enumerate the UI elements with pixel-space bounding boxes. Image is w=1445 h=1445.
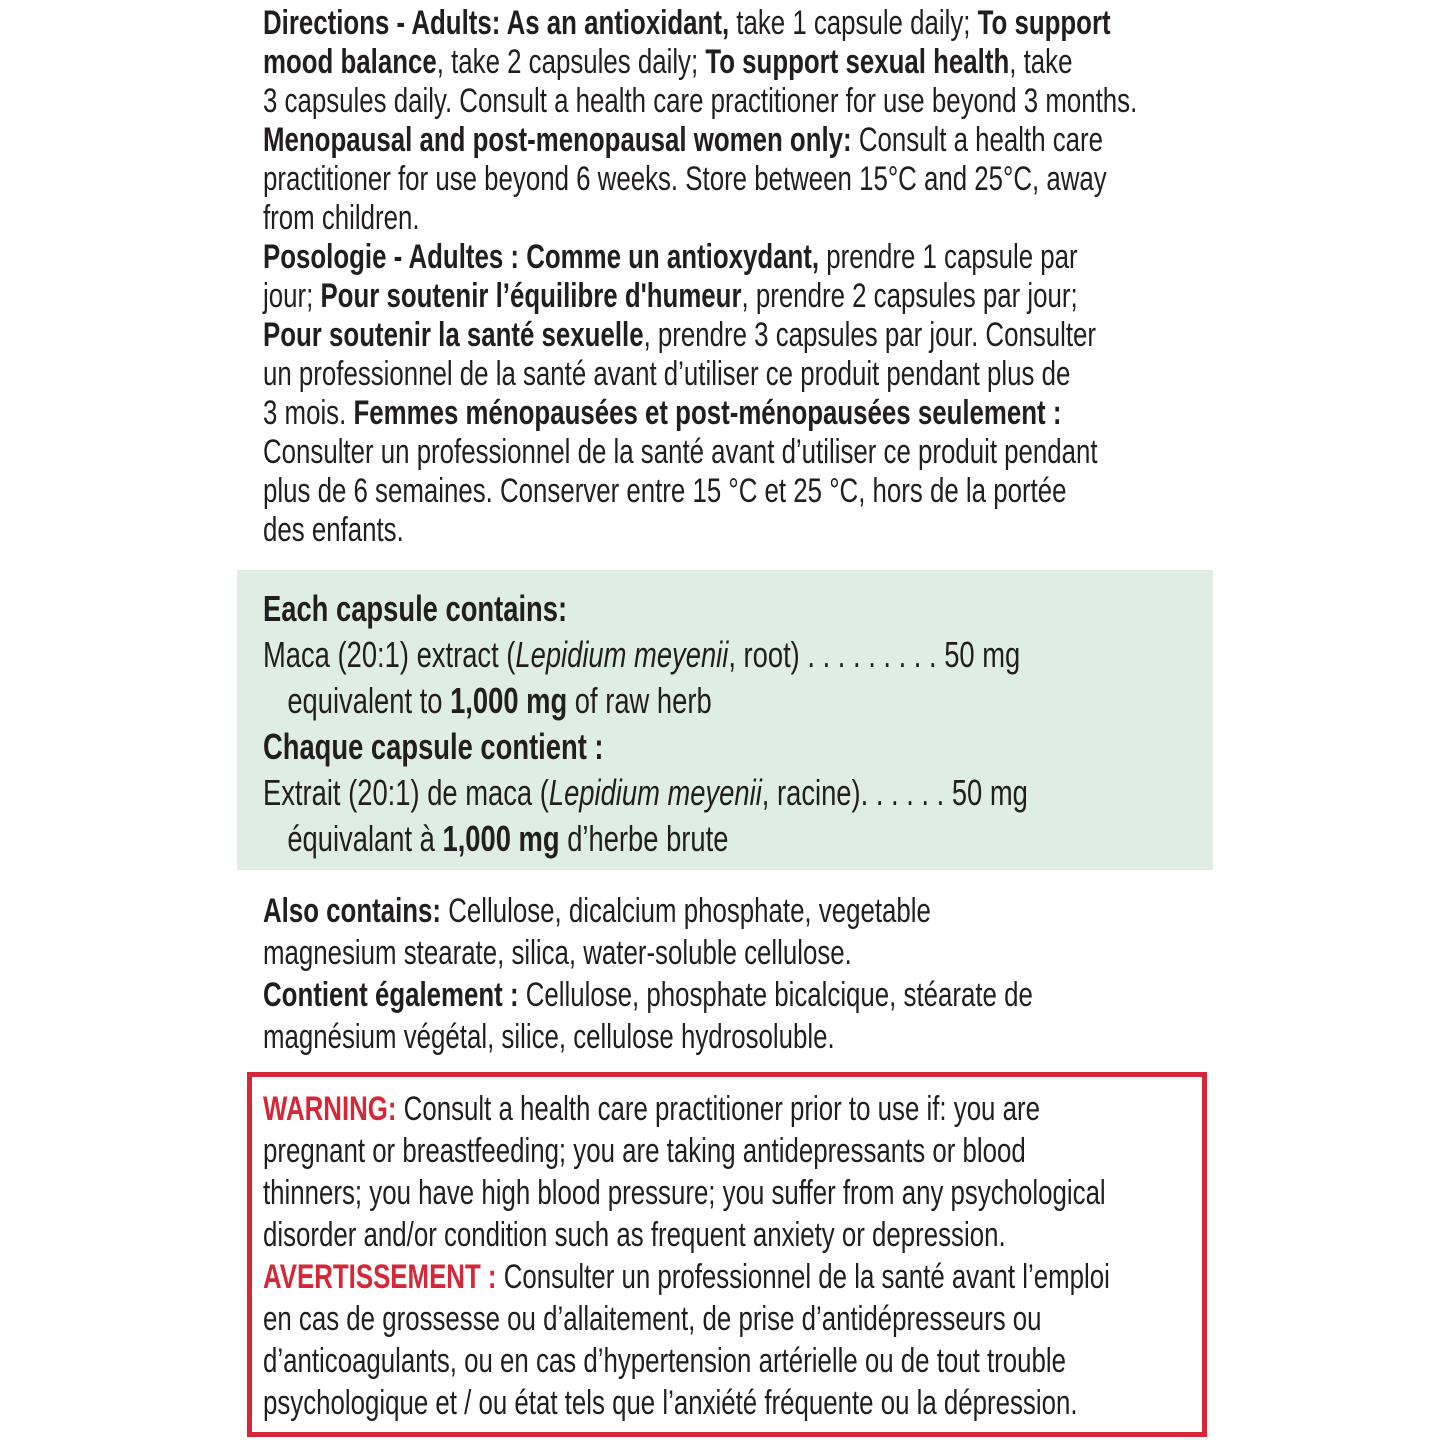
text-segment: , take 2 capsules daily; (436, 43, 706, 81)
text-line (263, 433, 1137, 472)
text-segment: take 1 capsule daily; (729, 4, 978, 42)
text-segment: To support sexual health (705, 43, 1010, 81)
non-medicinal-ingredients-text (263, 890, 1276, 1058)
text-line (263, 121, 1137, 160)
text-segment: , prendre 3 capsules par jour. Consulter (643, 316, 1097, 354)
text-line (263, 1088, 1040, 1130)
text-line (263, 511, 1137, 550)
text-segment: plus de 6 semaines. Conserver entre 15 °C et 25 °C, hors de la portée (263, 472, 1067, 510)
text-segment: WARNING: (263, 1090, 404, 1128)
text-segment: 3 mois. (263, 394, 354, 432)
text-segment: , racine). . . . . . 50 mg (761, 772, 1028, 813)
text-line (263, 724, 985, 770)
text-segment: Directions - Adults: As an antioxidant, (263, 4, 730, 42)
text-segment: Contient également : (263, 976, 526, 1014)
text-segment: , prendre 2 capsules par jour; (741, 277, 1078, 315)
text-segment: d’anticoagulants, ou en cas d’hypertension artérielle ou de tout trouble (263, 1342, 1067, 1380)
warning-box (247, 1072, 1207, 1437)
text-segment: d’herbe brute (559, 818, 729, 859)
text-segment: Consult a health care (858, 121, 1104, 159)
text-line (263, 472, 1137, 511)
text-segment: Consulter un professionnel de la santé avant d’utiliser ce produit pendant (263, 433, 1098, 471)
text-segment: Chaque capsule contient : (263, 726, 604, 767)
text-line (263, 277, 1137, 316)
text-segment: Pour soutenir l’équilibre d'humeur (320, 277, 742, 315)
text-line (263, 678, 985, 724)
text-line (263, 974, 1033, 1016)
text-line (263, 4, 1137, 43)
text-segment: , take (1009, 43, 1073, 81)
medicinal-ingredients-panel (237, 570, 1213, 870)
text-line (263, 316, 1137, 355)
text-line (263, 355, 1137, 394)
text-line (263, 816, 985, 862)
text-line (263, 1214, 1006, 1256)
text-segment: des enfants. (263, 511, 404, 549)
text-segment: Femmes ménopausées et post-ménopausées seulement : (353, 394, 1062, 432)
text-segment: , root) . . . . . . . . . 50 mg (728, 634, 1021, 675)
text-line (263, 394, 1137, 433)
text-segment: un professionnel de la santé avant d’utiliser ce produit pendant plus de (263, 355, 1071, 393)
text-segment: To support (977, 4, 1111, 42)
text-line (263, 1382, 1078, 1424)
text-segment: Consult a health care practitioner prior to use if: you are (403, 1090, 1040, 1128)
text-line (263, 586, 985, 632)
text-segment: Extrait (20:1) de maca ( (263, 772, 549, 813)
text-line (263, 1130, 1026, 1172)
text-segment: Menopausal and post-menopausal women only: (263, 121, 859, 159)
text-segment: AVERTISSEMENT : (263, 1258, 504, 1296)
text-line (263, 632, 1021, 678)
text-line (263, 160, 1137, 199)
text-line (263, 1298, 1042, 1340)
text-line (263, 82, 1137, 121)
text-line (263, 199, 1137, 238)
text-segment: mood balance (263, 43, 437, 81)
text-line (263, 932, 1033, 974)
text-segment: jour; (263, 277, 321, 315)
text-segment: 1,000 mg (450, 680, 568, 721)
directions-dosage-text (263, 4, 1413, 550)
text-segment: Also contains: (263, 892, 449, 930)
text-segment: Consulter un professionnel de la santé avant l’emploi (503, 1258, 1110, 1296)
text-line (263, 1016, 1033, 1058)
text-line (263, 43, 1137, 82)
text-segment: Lepidium meyenii (548, 772, 762, 813)
text-segment: disorder and/or condition such as frequent anxiety or depression. (263, 1216, 1006, 1254)
text-segment: magnésium végétal, silice, cellulose hydrosoluble. (263, 1018, 835, 1056)
text-segment: 3 capsules daily. Consult a health care practitioner for use beyond 3 months. (263, 82, 1138, 120)
text-segment: Maca (20:1) extract ( (263, 634, 516, 675)
text-segment: equivalent to (287, 680, 451, 721)
text-segment: magnesium stearate, silica, water-soluble cellulose. (263, 934, 852, 972)
text-segment: thinners; you have high blood pressure; you suffer from any psychological (263, 1174, 1106, 1212)
text-line (263, 770, 1028, 816)
text-segment: Each capsule contains: (263, 588, 568, 629)
warning-text (252, 1077, 1202, 1424)
text-segment: pregnant or breastfeeding; you are taking antidepressants or blood (263, 1132, 1026, 1170)
text-segment: psychologique et / ou état tels que l’anxiété fréquente ou la dépression. (263, 1384, 1078, 1422)
text-segment: en cas de grossesse ou d’allaitement, de prise d’antidépresseurs ou (263, 1300, 1042, 1338)
text-segment: practitioner for use beyond 6 weeks. Store between 15°C and 25°C, away (263, 160, 1107, 198)
text-line (263, 238, 1137, 277)
text-segment: Cellulose, phosphate bicalcique, stéarate de (525, 976, 1033, 1014)
text-line (263, 890, 1033, 932)
text-segment: Cellulose, dicalcium phosphate, vegetable (448, 892, 931, 930)
text-line (263, 1172, 1106, 1214)
text-segment: équivalant à (287, 818, 443, 859)
text-line (263, 1340, 1067, 1382)
text-segment: 1,000 mg (442, 818, 560, 859)
text-line (263, 1256, 1110, 1298)
text-segment: from children. (263, 199, 420, 237)
text-segment: Posologie - Adultes : Comme un antioxydant, (263, 238, 820, 276)
text-segment: prendre 1 capsule par (819, 238, 1078, 276)
medicinal-ingredients-text (237, 570, 1213, 862)
text-segment: of raw herb (567, 680, 712, 721)
text-segment: Pour soutenir la santé sexuelle (263, 316, 644, 354)
text-segment: Lepidium meyenii (515, 634, 729, 675)
